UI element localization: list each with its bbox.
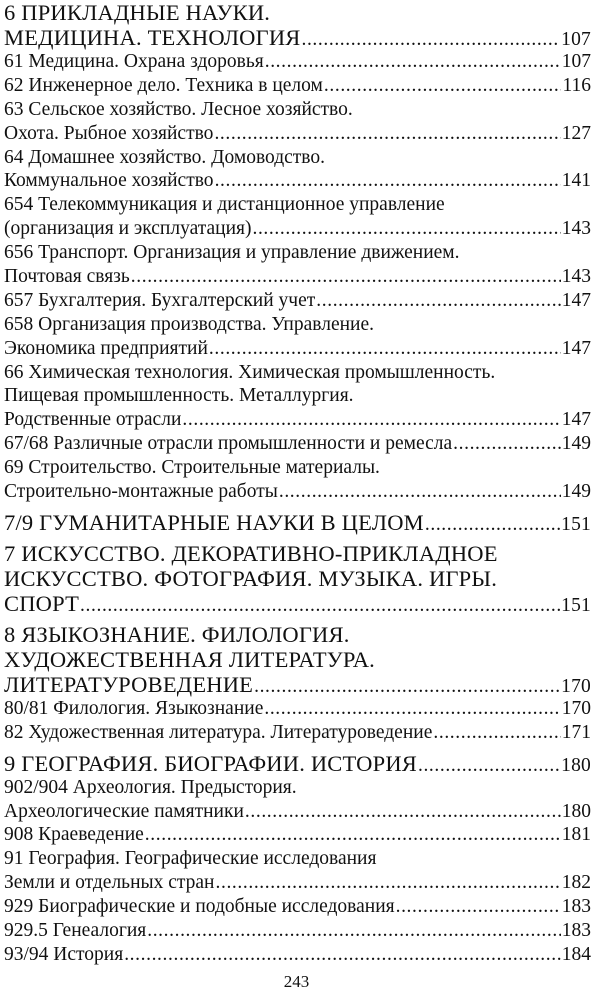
toc-entry — [4, 480, 591, 504]
dot-leader — [396, 895, 561, 919]
toc-entry — [4, 566, 591, 591]
toc-entry-page: 170 — [561, 675, 591, 697]
dot-leader — [214, 122, 560, 146]
toc-entry — [4, 146, 591, 170]
toc-entry-title: ИСКУССТВО. ФОТОГРАФИЯ. МУЗЫКА. ИГРЫ. — [4, 565, 498, 591]
toc-entry-title: 93/94 История — [4, 943, 124, 965]
dot-leader — [425, 512, 560, 537]
dot-leader — [254, 674, 560, 699]
toc-entry-page: 181 — [561, 824, 591, 846]
dot-leader — [124, 943, 561, 967]
toc-entry-page: 171 — [561, 721, 591, 743]
toc-entry — [4, 800, 591, 824]
dot-leader — [216, 871, 561, 895]
toc-entry-page: 149 — [561, 481, 591, 503]
toc-entry-title: СПОРТ — [4, 590, 80, 616]
toc-entry-title: 656 Транспорт. Организация и управление движением. — [4, 242, 460, 264]
toc-entry-title: 902/904 Археология. Предыстория. — [4, 776, 297, 798]
toc-entry — [4, 776, 591, 800]
toc-entry-title: 929 Биографические и подобные исследования — [4, 896, 395, 918]
toc-entry — [4, 265, 591, 289]
toc-entry-title: Пищевая промышленность. Металлургия. — [4, 385, 354, 407]
toc-entry-title: МЕДИЦИНА. ТЕХНОЛОГИЯ — [4, 25, 301, 50]
toc-entry — [4, 622, 591, 647]
toc-entry-page: 147 — [561, 337, 591, 359]
table-of-contents — [4, 0, 591, 967]
toc-entry — [4, 510, 591, 535]
toc-entry — [4, 74, 591, 98]
toc-entry — [4, 193, 591, 217]
toc-entry-page: 183 — [561, 920, 591, 942]
toc-entry — [4, 384, 591, 408]
toc-entry — [4, 672, 591, 697]
toc-entry-page: 147 — [561, 409, 591, 431]
dot-leader — [279, 480, 561, 504]
toc-entry — [4, 217, 591, 241]
toc-entry-page: 149 — [561, 433, 591, 455]
dot-leader — [265, 50, 561, 74]
dot-leader — [301, 27, 560, 52]
dot-leader — [433, 721, 560, 745]
dot-leader — [252, 217, 560, 241]
dot-leader — [215, 169, 561, 193]
toc-entry — [4, 408, 591, 432]
toc-entry-title: 929.5 Генеалогия — [4, 920, 147, 942]
toc-entry — [4, 647, 591, 672]
toc-entry — [4, 456, 591, 480]
toc-entry-title: Охота. Рыбное хозяйство — [4, 122, 214, 144]
toc-entry — [4, 541, 591, 566]
toc-entry — [4, 50, 591, 74]
toc-entry-title: Строительно-монтажные работы — [4, 481, 278, 503]
toc-entry — [4, 289, 591, 313]
toc-entry — [4, 847, 591, 871]
toc-entry-page: 143 — [561, 218, 591, 240]
dot-leader — [453, 432, 561, 456]
toc-entry-title: Археологические памятники — [4, 800, 244, 822]
page-number: 243 — [283, 972, 310, 991]
toc-entry-title: 82 Художественная литература. Литературоведение — [4, 721, 433, 743]
dot-leader — [209, 337, 561, 361]
toc-entry — [4, 871, 591, 895]
toc-entry-title: ЛИТЕРАТУРОВЕДЕНИЕ — [4, 671, 254, 697]
dot-leader — [324, 74, 562, 98]
toc-entry — [4, 241, 591, 265]
toc-entry-title: Коммунальное хозяйство — [4, 170, 214, 192]
toc-entry-title: 67/68 Различные отрасли промышленности и ремесла — [4, 433, 453, 455]
toc-entry-page: 127 — [561, 122, 591, 144]
toc-entry-title: 8 ЯЗЫКОЗНАНИЕ. ФИЛОЛОГИЯ. — [4, 621, 350, 647]
toc-entry — [4, 337, 591, 361]
toc-entry-page: 151 — [561, 513, 591, 535]
toc-entry-page: 180 — [561, 800, 591, 822]
toc-entry-title: 654 Телекоммуникация и дистанционное управление — [4, 194, 445, 216]
dot-leader — [131, 265, 561, 289]
dot-leader — [264, 697, 560, 721]
toc-entry-title: Экономика предприятий — [4, 337, 208, 359]
toc-entry-page: 116 — [562, 74, 591, 96]
dot-leader — [145, 823, 561, 847]
toc-entry-title: 80/81 Филология. Языкознание — [4, 697, 264, 719]
toc-entry-title: 91 География. Географические исследования — [4, 848, 377, 870]
toc-entry — [4, 751, 591, 776]
toc-entry-page: 107 — [561, 51, 591, 72]
dot-leader — [147, 919, 561, 943]
toc-entry — [4, 919, 591, 943]
toc-entry-title: 6 ПРИКЛАДНЫЕ НАУКИ. — [4, 0, 271, 25]
toc-entry-title: Земли и отдельных стран — [4, 872, 215, 894]
toc-entry-title: 9 ГЕОГРАФИЯ. БИОГРАФИИ. ИСТОРИЯ — [4, 750, 417, 776]
toc-entry-title: 62 Инженерное дело. Техника в целом — [4, 74, 323, 96]
toc-entry — [4, 98, 591, 122]
toc-entry-page: 147 — [561, 289, 591, 311]
dot-leader — [182, 408, 560, 432]
toc-entry-page: 183 — [561, 896, 591, 918]
toc-entry-title: ХУДОЖЕСТВЕННАЯ ЛИТЕРАТУРА. — [4, 646, 376, 672]
toc-entry-title: Почтовая связь — [4, 266, 130, 288]
toc-entry — [4, 895, 591, 919]
toc-entry-title: 61 Медицина. Охрана здоровья — [4, 51, 264, 72]
dot-leader — [418, 753, 560, 778]
toc-entry-title: 657 Бухгалтерия. Бухгалтерский учет — [4, 289, 316, 311]
toc-entry — [4, 432, 591, 456]
toc-entry-title: 908 Краеведение — [4, 824, 144, 846]
toc-entry-page: 107 — [561, 29, 591, 50]
toc-entry-page: 141 — [561, 170, 591, 192]
toc-entry — [4, 721, 591, 745]
toc-entry — [4, 823, 591, 847]
toc-entry-title: 63 Сельское хозяйство. Лесное хозяйство. — [4, 98, 353, 120]
dot-leader — [316, 289, 560, 313]
toc-entry-page: 151 — [561, 594, 591, 616]
toc-entry — [4, 313, 591, 337]
toc-entry-title: 7 ИСКУССТВО. ДЕКОРАТИВНО-ПРИКЛАДНОЕ — [4, 540, 498, 566]
toc-entry — [4, 591, 591, 616]
toc-entry — [4, 361, 591, 385]
toc-entry — [4, 25, 591, 50]
toc-entry-page: 180 — [561, 754, 591, 776]
toc-entry-title: (организация и эксплуатация) — [4, 218, 252, 240]
toc-entry — [4, 122, 591, 146]
toc-entry — [4, 0, 591, 25]
toc-entry-title: 69 Строительство. Строительные материалы. — [4, 457, 380, 479]
toc-entry-title: 7/9 ГУМАНИТАРНЫЕ НАУКИ В ЦЕЛОМ — [4, 509, 424, 535]
toc-entry — [4, 169, 591, 193]
toc-entry — [4, 943, 591, 967]
toc-entry-title: 658 Организация производства. Управление. — [4, 313, 375, 335]
dot-leader — [245, 800, 561, 824]
toc-entry-title: 66 Химическая технология. Химическая промышленность. — [4, 361, 496, 383]
toc-entry-title: 64 Домашнее хозяйство. Домоводство. — [4, 146, 325, 168]
toc-entry-page: 170 — [561, 697, 591, 719]
dot-leader — [80, 593, 560, 618]
toc-entry — [4, 697, 591, 721]
toc-entry-page: 143 — [561, 266, 591, 288]
toc-entry-page: 182 — [561, 872, 591, 894]
toc-entry-title: Родственные отрасли — [4, 409, 182, 431]
toc-entry-page: 184 — [561, 943, 591, 965]
